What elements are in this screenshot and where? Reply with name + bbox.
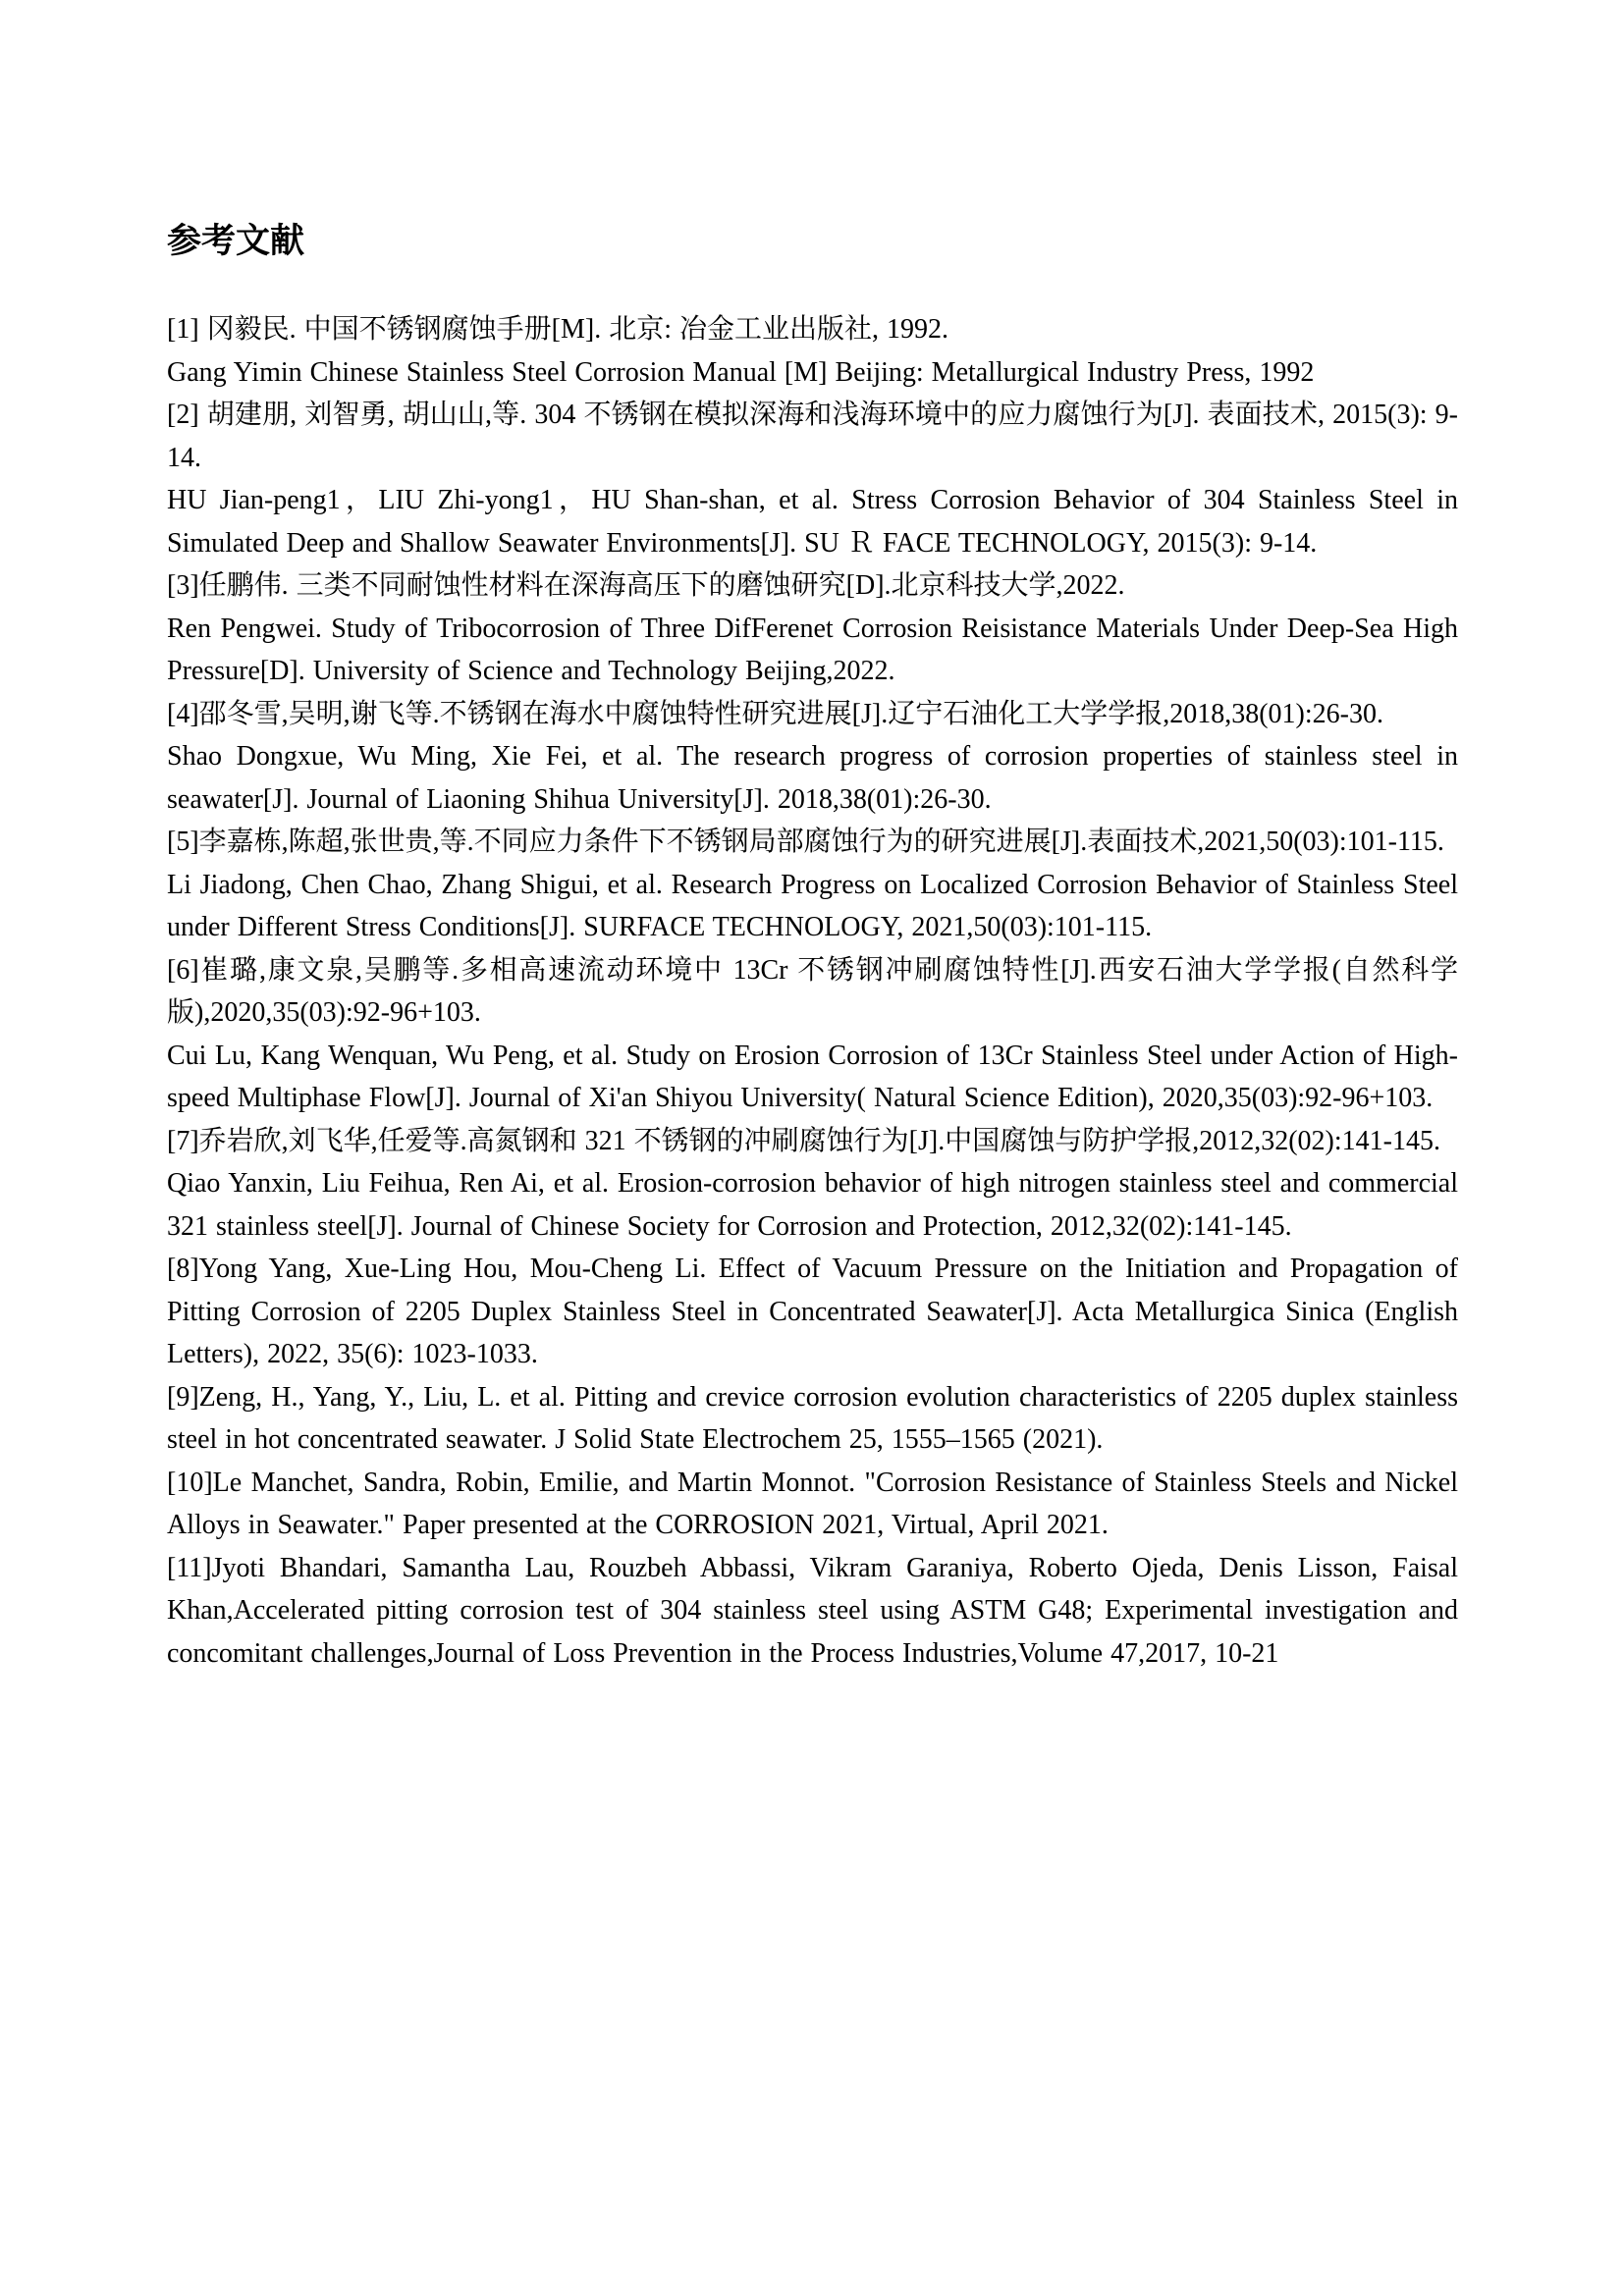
reference-citation-en: [9]Zeng, H., Yang, Y., Liu, L. et al. Pitting and crevice corrosion evolution characteristics of 2205 duplex stainless steel in hot concentrated seawater. J Solid State Electrochem 25, 1555–1565 (2021). <box>167 1381 1458 1455</box>
reference-citation-zh: [2] 胡建朋, 刘智勇, 胡山山,等. 304 不锈钢在模拟深海和浅海环境中的应力腐蚀行为[J]. 表面技术, 2015(3): 9-14. <box>167 400 1458 473</box>
reference-citation-en: Qiao Yanxin, Liu Feihua, Ren Ai, et al. Erosion-corrosion behavior of high nitrogen stainless steel and commercial 321 stainless steel[J]. Journal of Chinese Society for Corrosion and Protection, 2012,32(02):141-145. <box>167 1168 1458 1242</box>
references-list <box>167 308 1458 1675</box>
reference-citation-en: HU Jian-peng1，LIU Zhi-yong1，HU Shan-shan, et al. Stress Corrosion Behavior of 304 Stainless Steel in Simulated Deep and Shallow Seawater Environments[J]. SU Ｒ FACE TECHNOLOGY, 2015(3): 9-14. <box>167 485 1458 559</box>
reference-citation-zh: [1] 冈毅民. 中国不锈钢腐蚀手册[M]. 北京: 冶金工业出版社, 1992. <box>167 314 948 345</box>
reference-citation-en: [10]Le Manchet, Sandra, Robin, Emilie, and Martin Monnot. "Corrosion Resistance of Stainless Steels and Nickel Alloys in Seawater." Paper presented at the CORROSION 2021, Virtual, April 2021. <box>167 1467 1458 1540</box>
reference-citation-en: Gang Yimin Chinese Stainless Steel Corrosion Manual [M] Beijing: Metallurgical Industry Press, 1992 <box>167 356 1315 388</box>
reference-citation-zh: [7]乔岩欣,刘飞华,任爱等.高氮钢和 321 不锈钢的冲刷腐蚀行为[J].中国腐蚀与防护学报,2012,32(02):141-145. <box>167 1125 1440 1156</box>
reference-citation-zh: [6]崔璐,康文泉,吴鹏等.多相高速流动环境中 13Cr 不锈钢冲刷腐蚀特性[J].西安石油大学学报(自然科学版),2020,35(03):92-96+103. <box>167 954 1458 1028</box>
reference-citation-en: Ren Pengwei. Study of Tribocorrosion of Three DifFerenet Corrosion Reisistance Materials Under Deep-Sea High Pressure[D]. University of Science and Technology Beijing,2022. <box>167 613 1458 686</box>
reference-citation-en: Li Jiadong, Chen Chao, Zhang Shigui, et al. Research Progress on Localized Corrosion Behavior of Stainless Steel under Different Stress Conditions[J]. SURFACE TECHNOLOGY, 2021,50(03):101-115. <box>167 869 1458 942</box>
reference-citation-en: Shao Dongxue, Wu Ming, Xie Fei, et al. The research progress of corrosion properties of stainless steel in seawater[J]. Journal of Liaoning Shihua University[J]. 2018,38(01):26-30. <box>167 741 1458 815</box>
reference-citation-en: Cui Lu, Kang Wenquan, Wu Peng, et al. Study on Erosion Corrosion of 13Cr Stainless Steel under Action of High-speed Multiphase Flow[J]. Journal of Xi'an Shiyou University( Natural Science Edition), 2020,35(03):92-96+103. <box>167 1040 1458 1113</box>
reference-citation-zh: [3]任鹏伟. 三类不同耐蚀性材料在深海高压下的磨蚀研究[D].北京科技大学,2022. <box>167 570 1125 601</box>
reference-citation-en: [8]Yong Yang, Xue-Ling Hou, Mou-Cheng Li. Effect of Vacuum Pressure on the Initiation and Propagation of Pitting Corrosion of 2205 Duplex Stainless Steel in Concentrated Seawater[J]. Acta Metallurgica Sinica (English Letters), 2022, 35(6): 1023-1033. <box>167 1254 1458 1369</box>
reference-citation-zh: [4]邵冬雪,吴明,谢飞等.不锈钢在海水中腐蚀特性研究进展[J].辽宁石油化工大学学报,2018,38(01):26-30. <box>167 698 1383 729</box>
reference-citation-zh: [5]李嘉栋,陈超,张世贵,等.不同应力条件下不锈钢局部腐蚀行为的研究进展[J].表面技术,2021,50(03):101-115. <box>167 827 1444 857</box>
page-title: 参考文献 <box>167 222 305 260</box>
reference-citation-en: [11]Jyoti Bhandari, Samantha Lau, Rouzbeh Abbassi, Vikram Garaniya, Roberto Ojeda, Denis Lisson, Faisal Khan,Accelerated pitting corrosion test of 304 stainless steel using ASTM G48; Experimental investigation and concomitant challenges,Journal of Loss Prevention in the Process Industries,Volume 47,2017, 10-21 <box>167 1552 1458 1669</box>
